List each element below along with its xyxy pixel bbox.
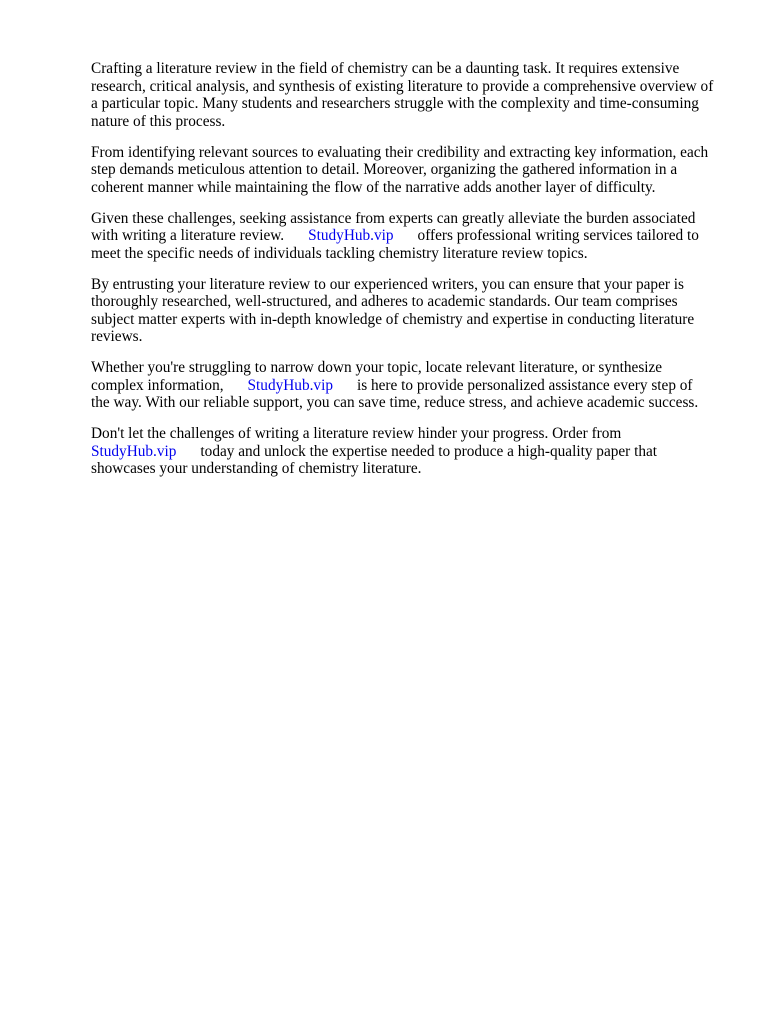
text-line-with-link — [91, 227, 731, 245]
paragraph-writers — [91, 276, 731, 346]
paragraph-intro — [91, 60, 731, 130]
text-fragment: complex information, — [91, 376, 224, 394]
text-line: subject matter experts with in-depth knowledge of chemistry and expertise in conducting literature — [91, 310, 695, 328]
text-fragment: offers professional writing services tailored to — [417, 227, 699, 244]
text-line: Crafting a literature review in the field of chemistry can be a daunting task. It requires extensive — [91, 60, 680, 77]
paragraph-call-to-action — [91, 425, 731, 478]
text-line: coherent manner while maintaining the flow of the narrative adds another layer of difficulty. — [91, 178, 656, 196]
text-line: a particular topic. Many students and researchers struggle with the complexity and time-consuming — [91, 95, 699, 112]
text-line: Whether you're struggling to narrow down your topic, locate relevant literature, or synthesize — [91, 359, 663, 376]
studyhub-link[interactable]: StudyHub.vip — [247, 376, 333, 394]
text-line: thoroughly researched, well-structured, and adheres to academic standards. Our team comprises — [91, 293, 678, 310]
text-line-with-link — [91, 443, 731, 461]
text-line: By entrusting your literature review to our experienced writers, you can ensure that your paper is — [91, 275, 684, 293]
paragraph-assistance — [91, 210, 731, 263]
text-line-with-link — [91, 377, 731, 395]
paragraph-challenges — [91, 144, 731, 197]
text-line: research, critical analysis, and synthesis of existing literature to provide a comprehensive overview of — [91, 77, 714, 95]
text-fragment: with writing a literature review. — [91, 227, 285, 244]
studyhub-link[interactable]: StudyHub.vip — [308, 227, 394, 244]
text-line: Don't let the challenges of writing a literature review hinder your progress. Order from — [91, 425, 622, 442]
text-line: nature of this process. — [91, 112, 226, 130]
studyhub-link[interactable]: StudyHub.vip — [91, 442, 177, 460]
text-line: step demands meticulous attention to detail. Moreover, organizing the gathered information in a — [91, 161, 678, 178]
text-line: From identifying relevant sources to evaluating their credibility and extracting key information, each — [91, 143, 709, 161]
text-line: Given these challenges, seeking assistance from experts can greatly alleviate the burden associated — [91, 209, 696, 227]
text-line: the way. With our reliable support, you can save time, reduce stress, and achieve academic success. — [91, 394, 699, 411]
text-fragment: today and unlock the expertise needed to produce a high-quality paper that — [200, 442, 658, 460]
text-line: meet the specific needs of individuals tackling chemistry literature review topics. — [91, 244, 588, 262]
text-line: showcases your understanding of chemistry literature. — [91, 460, 422, 477]
paragraph-support — [91, 359, 731, 412]
document-body — [91, 60, 731, 491]
text-line: reviews. — [91, 328, 143, 345]
text-fragment: is here to provide personalized assistance every step of — [356, 376, 693, 394]
